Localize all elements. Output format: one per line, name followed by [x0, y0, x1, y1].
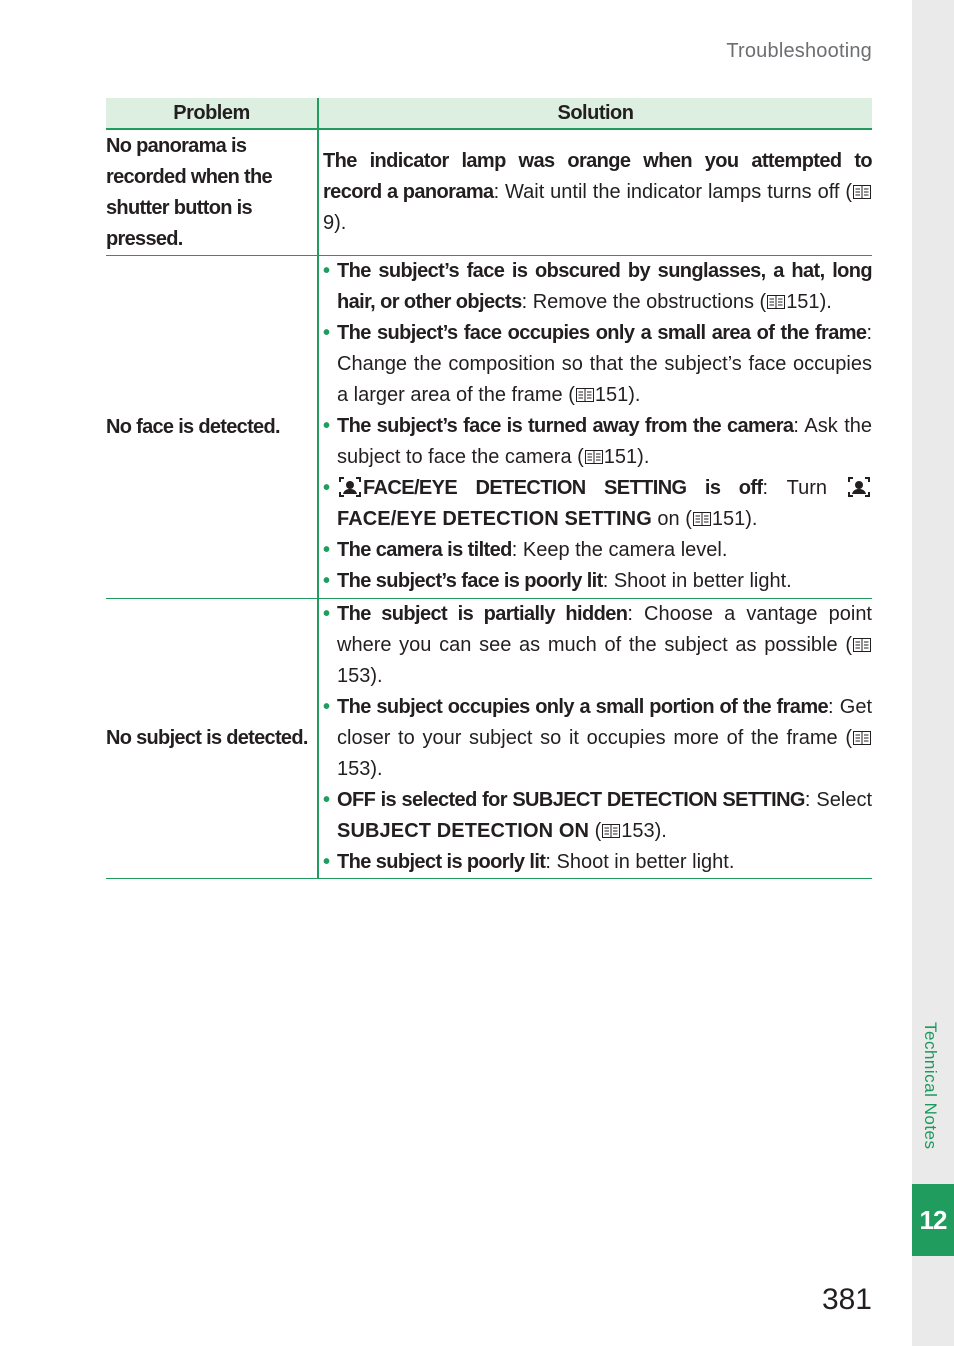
solution-cell — [319, 130, 872, 255]
item-end: ). — [745, 508, 758, 530]
page-ref[interactable]: 151 — [603, 446, 638, 468]
book-icon — [853, 185, 871, 199]
item-text: ( — [589, 820, 602, 842]
chapter-tab[interactable] — [912, 1184, 954, 1256]
bullet-dot: • — [323, 260, 331, 282]
item-text: : Remove the obstructions ( — [521, 291, 767, 313]
table-row — [106, 130, 872, 256]
column-header-problem: Problem — [106, 98, 319, 128]
list-item — [323, 473, 872, 535]
item-text: : Ask the subject to face the camera ( — [337, 415, 873, 468]
solution-end: ). — [334, 212, 347, 234]
bullet-dot: • — [323, 322, 331, 344]
list-item — [323, 785, 872, 847]
item-end: ). — [370, 758, 383, 780]
bullet-dot: • — [323, 603, 331, 625]
table-row — [106, 256, 872, 599]
item-end: ). — [637, 446, 650, 468]
bullet-dot: • — [323, 539, 331, 561]
book-icon — [602, 824, 620, 838]
side-label-text: Technical Notes — [921, 1022, 940, 1150]
item-text: : Change the composition so that the subject’s face occupies a larger area of the frame ( — [337, 322, 872, 406]
problem-cell — [106, 130, 319, 255]
item-text: : Shoot in better light. — [602, 570, 792, 592]
item-bold: The camera is tilted — [337, 539, 512, 561]
face-detection-icon — [848, 476, 870, 496]
item-bold: The subject is partially hidden — [337, 603, 628, 625]
troubleshooting-table — [106, 98, 872, 879]
problem-cell — [106, 256, 319, 598]
solution-text — [323, 130, 872, 255]
problem-text: No face is detected. — [106, 415, 280, 438]
book-icon — [693, 512, 711, 526]
chapter-number: 12 — [919, 1204, 947, 1235]
item-bold: The subject’s face is turned away from the camera — [337, 415, 794, 437]
page-ref[interactable]: 153 — [621, 820, 655, 842]
problem-cell — [106, 599, 319, 878]
side-section-label — [920, 1022, 946, 1177]
bullet-dot: • — [323, 696, 331, 718]
item-bold: The subject’s face is poorly lit — [337, 570, 603, 592]
item-text: : Get closer to your subject so it occupies more of the frame ( — [337, 696, 872, 749]
table-header — [106, 98, 872, 130]
item-bold: FACE/EYE DETECTION SETTING is off — [363, 477, 763, 499]
face-detection-icon — [339, 476, 361, 496]
solution-bold: The indicator lamp was orange when you attempted to record a panorama — [323, 150, 872, 203]
list-item — [323, 692, 872, 785]
item-end: ). — [654, 820, 667, 842]
item-bold: The subject occupies only a small portion of the frame — [337, 696, 829, 718]
page-ref[interactable]: 151 — [594, 384, 629, 406]
problem-text: No panorama is recorded when the shutter button is pressed. — [106, 134, 272, 250]
book-icon — [576, 388, 594, 402]
menu-item-name: FACE/EYE DETECTION SETTING — [337, 508, 652, 530]
list-item — [323, 847, 872, 878]
book-icon — [853, 731, 871, 745]
list-item — [323, 256, 872, 318]
page-ref[interactable]: 153 — [337, 665, 371, 687]
page-ref[interactable]: 9 — [323, 212, 335, 234]
list-item — [323, 599, 872, 692]
bullet-dot: • — [323, 851, 331, 873]
item-text: : Turn — [762, 477, 846, 499]
book-icon — [853, 638, 871, 652]
page-number: 381 — [821, 1283, 872, 1316]
bullet-dot: • — [323, 477, 331, 499]
book-icon — [767, 295, 785, 309]
item-end: ). — [370, 665, 383, 687]
page-ref[interactable]: 153 — [337, 758, 371, 780]
bullet-dot: • — [323, 415, 331, 437]
solution-body: : Wait until the indicator lamps turns off ( — [493, 181, 853, 203]
solution-cell — [319, 256, 872, 598]
solution-cell — [319, 599, 872, 878]
item-end: ). — [628, 384, 641, 406]
menu-item-name: SUBJECT DETECTION ON — [337, 820, 590, 842]
bullet-dot: • — [323, 570, 331, 592]
book-icon — [585, 450, 603, 464]
item-text: on ( — [651, 508, 692, 530]
item-bold: OFF is selected for SUBJECT DETECTION SETTING — [337, 789, 805, 811]
list-item — [323, 411, 872, 473]
item-text: : Keep the camera level. — [511, 539, 728, 561]
item-bold: The subject is poorly lit — [337, 851, 546, 873]
problem-text: No subject is detected. — [106, 727, 308, 749]
item-bold: The subject’s face is obscured by sunglasses, a hat, long hair, or other objects — [337, 260, 872, 313]
list-item — [323, 566, 872, 597]
item-text: : Choose a vantage point where you can see as much of the subject as possible ( — [337, 603, 872, 656]
bullet-dot: • — [323, 789, 331, 811]
list-item — [323, 535, 872, 566]
page-ref[interactable]: 151 — [786, 291, 820, 313]
column-header-solution: Solution — [557, 101, 634, 124]
table-row — [106, 599, 872, 879]
item-bold: The subject’s face occupies only a small area of the frame — [337, 322, 867, 344]
item-text: : Shoot in better light. — [545, 851, 735, 873]
list-item — [323, 318, 872, 411]
item-end: ). — [819, 291, 832, 313]
page-ref[interactable]: 151 — [711, 508, 746, 530]
running-header: Troubleshooting — [726, 40, 872, 62]
item-text: : Select — [804, 789, 873, 811]
